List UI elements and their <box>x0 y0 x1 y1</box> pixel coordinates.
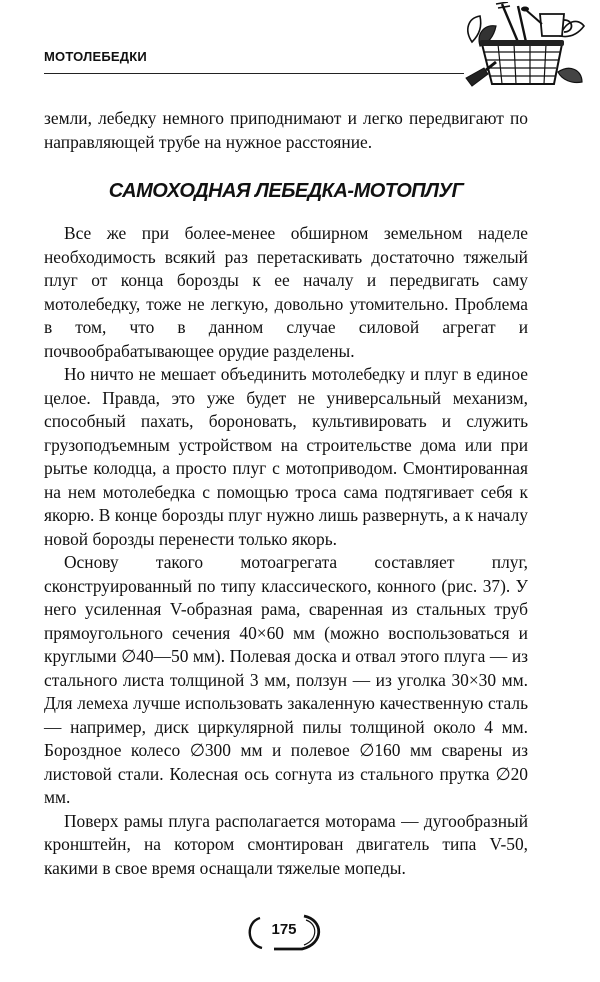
paragraph: Поверх рамы плуга располагается моторама — дугообразный кронштейн, на котором смонтирован двигатель типа V-50, какими в свое время оснащали тяжелые мопеды. <box>44 810 528 878</box>
paragraph: Основу такого мотоагрегата составляет плуг, сконструированный по типу классического, конного (рис. 37). У него усиленная V-образная рама, сваренная из стальных труб прямоугольного сечения 40×60 мм (можно воспользоваться и круглыми ∅40—50 мм). Полевая доска и отвал этого плуга — из стального листа толщиной 3 мм, ползун — из уголка 30×30 мм. Для лемеха лучше использовать закаленную качественную сталь — например, диск циркулярной пилы толщиной около 4 мм. Бороздное колесо ∅300 мм и полевое ∅160 мм сварены из листовой стали. Колесная ось согнута из стального прутка ∅20 мм. <box>44 552 528 807</box>
paragraph: Но ничто не мешает объединить мотолебедку и плуг в единое целое. Правда, это уже будет не универсальный механизм, способный пахать, бороновать, культивировать и служить грузоподъемным устройством на строительстве дома или при рытье колодца, а просто плуг с мотоприводом. Смонтированная на нем мотолебедка с помощью троса сама подтягивает себя к якорю. В конце борозды плуг нужно лишь развернуть, а к началу новой борозды перенести только якорь. <box>44 364 528 549</box>
section-heading: САМОХОДНАЯ ЛЕБЕДКА-МОТОПЛУГ <box>108 180 464 202</box>
running-title: МОТОЛЕБЕДКИ <box>44 49 147 64</box>
paragraph: Все же при более-менее обширном земельном наделе необходимость всякий раз перетаскивать достаточно тяжелый плуг от конца борозды к ее началу и передвигать саму мотолебедку, тоже не легкую, довольно утомительно. Проблема в том, что в данном случае силовой агрегат и почвообрабатывающее орудие разделены. <box>44 223 528 361</box>
header-rule <box>44 73 464 74</box>
page-number-badge <box>244 912 324 952</box>
carryover-paragraph: земли, лебедку немного приподнимают и легко передвигают по направляющей трубе на нужное расстояние. <box>44 108 528 152</box>
garden-tools-basket-icon <box>462 2 586 94</box>
carryover-text-block <box>44 107 528 154</box>
section-body <box>44 222 528 880</box>
page-number: 175 <box>271 921 297 938</box>
